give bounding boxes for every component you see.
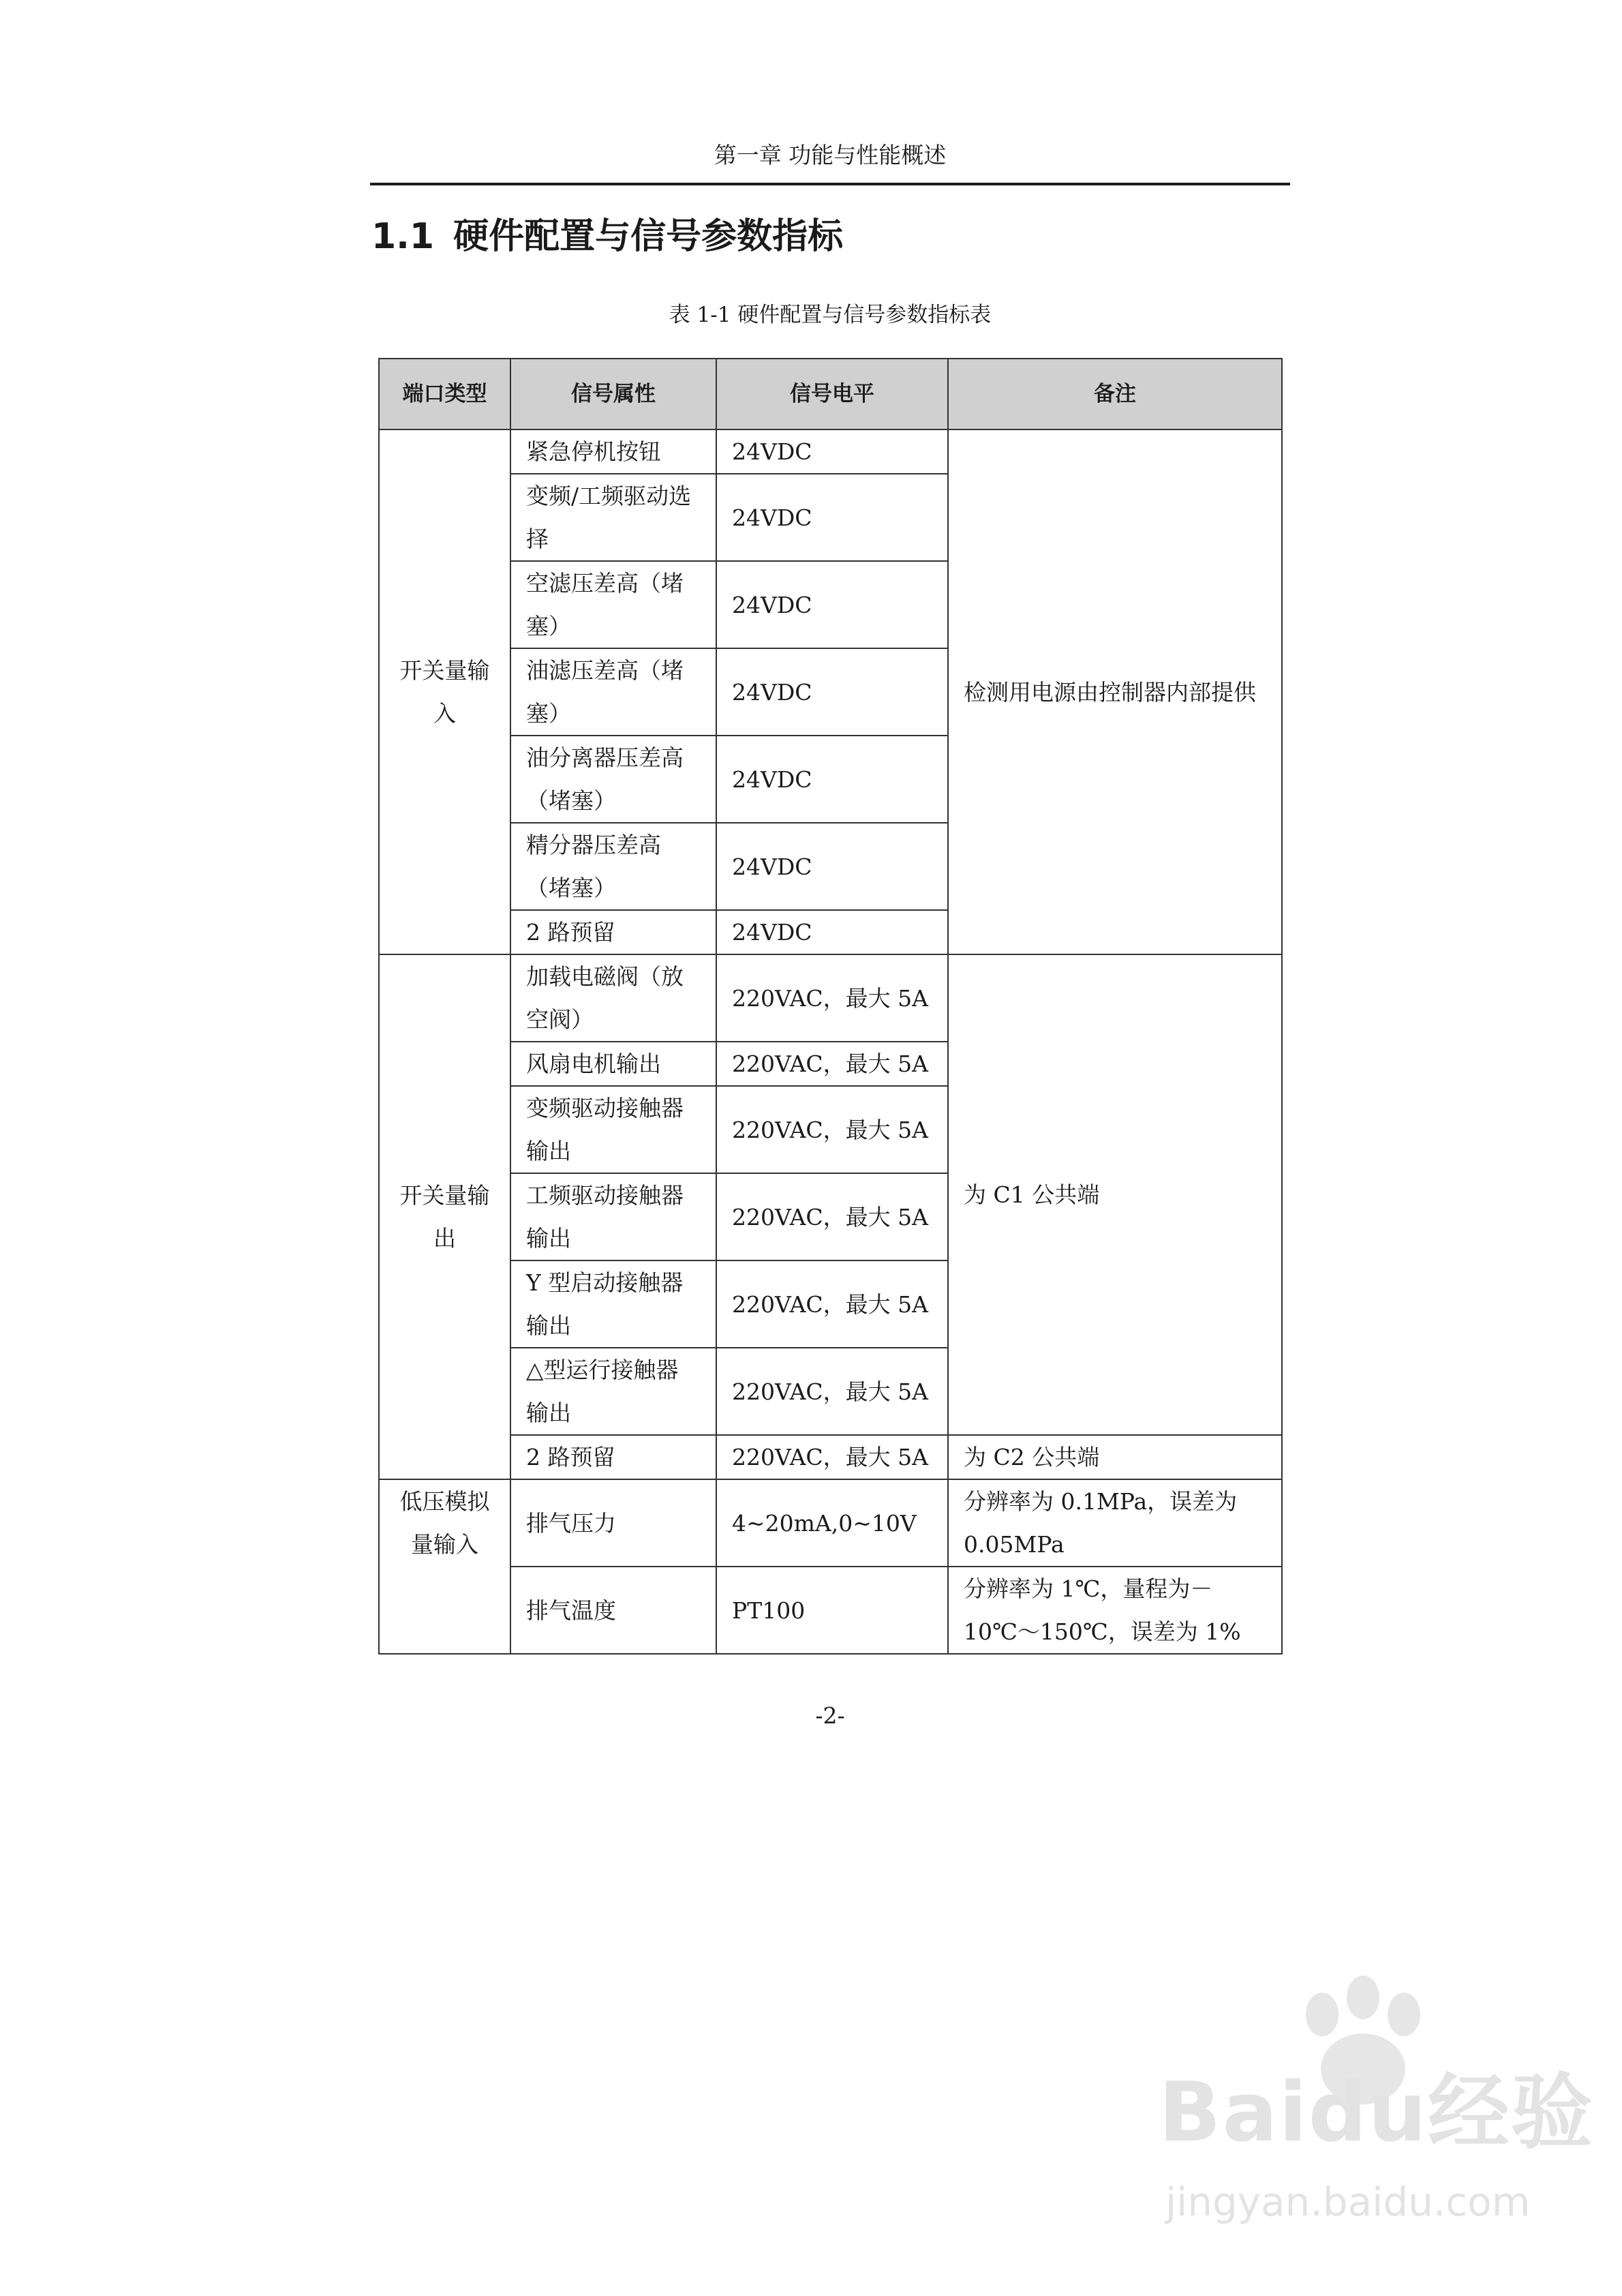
signal-attr-cell: Y 型启动接触器输出 <box>510 1260 716 1348</box>
signal-attr-cell: 加载电磁阀（放空阀） <box>510 954 716 1042</box>
header-remarks: 备注 <box>948 359 1282 429</box>
signal-attr-cell: 工频驱动接触器输出 <box>510 1173 716 1260</box>
remark-cell: 为 C2 公共端 <box>948 1435 1282 1479</box>
signal-level-cell: 24VDC <box>716 474 948 561</box>
table-row <box>379 1435 1282 1479</box>
header-rule <box>370 183 1290 185</box>
table-caption: 表 1-1 硬件配置与信号参数指标表 <box>669 303 992 327</box>
table-row <box>379 1567 1282 1654</box>
table-row <box>379 429 1282 474</box>
table-header-row <box>379 359 1282 429</box>
signal-attr-cell: △型运行接触器输出 <box>510 1348 716 1435</box>
header-signal-level: 信号电平 <box>716 359 948 429</box>
signal-attr-cell: 排气压力 <box>510 1479 716 1567</box>
signal-attr-cell: 空滤压差高（堵塞） <box>510 561 716 648</box>
signal-attr-cell: 2 路预留 <box>510 1435 716 1479</box>
signal-level-cell: 4~20mA,0~10V <box>716 1479 948 1567</box>
signal-level-cell: 24VDC <box>716 561 948 648</box>
signal-attr-cell: 油分离器压差高（堵塞） <box>510 736 716 823</box>
remark-cell: 为 C1 公共端 <box>948 954 1282 1435</box>
header-port-type: 端口类型 <box>379 359 510 429</box>
signal-attr-cell: 变频/工频驱动选择 <box>510 474 716 561</box>
port-type-cell: 开关量输出 <box>379 954 510 1479</box>
remark-cell: 检测用电源由控制器内部提供 <box>948 429 1282 954</box>
remark-cell: 分辨率为 0.1MPa，误差为0.05MPa <box>948 1479 1282 1567</box>
table-row <box>379 1479 1282 1567</box>
section-title <box>371 213 843 260</box>
signal-attr-cell: 精分器压差高（堵塞） <box>510 823 716 910</box>
signal-level-cell: 24VDC <box>716 736 948 823</box>
signal-level-cell: PT100 <box>716 1567 948 1654</box>
signal-level-cell: 24VDC <box>716 910 948 954</box>
signal-attr-cell: 油滤压差高（堵塞） <box>510 648 716 736</box>
section-title-text: 硬件配置与信号参数指标 <box>453 216 844 257</box>
signal-level-cell: 220VAC，最大 5A <box>716 1260 948 1348</box>
watermark-url: jingyan.baidu.com <box>1165 2179 1531 2225</box>
watermark-brand: Baidu经验 <box>1159 2066 1594 2160</box>
signal-level-cell: 220VAC，最大 5A <box>716 1348 948 1435</box>
signal-attr-cell: 2 路预留 <box>510 910 716 954</box>
signal-attr-cell: 排气温度 <box>510 1567 716 1654</box>
table-row <box>379 954 1282 1042</box>
signal-level-cell: 24VDC <box>716 823 948 910</box>
signal-level-cell: 220VAC，最大 5A <box>716 1086 948 1173</box>
signal-level-cell: 220VAC，最大 5A <box>716 1435 948 1479</box>
port-type-cell: 低压模拟量输入 <box>379 1479 510 1654</box>
signal-attr-cell: 风扇电机输出 <box>510 1042 716 1086</box>
signal-level-cell: 220VAC，最大 5A <box>716 1173 948 1260</box>
spec-table <box>378 358 1283 1655</box>
header-signal-attr: 信号属性 <box>510 359 716 429</box>
page-number: -2- <box>815 1702 845 1729</box>
section-number: 1.1 <box>371 216 435 257</box>
baidu-jingyan-watermark <box>1159 1974 1594 2246</box>
signal-level-cell: 24VDC <box>716 429 948 474</box>
port-type-cell: 开关量输入 <box>379 429 510 954</box>
running-header: 第一章 功能与性能概述 <box>714 142 947 168</box>
signal-attr-cell: 紧急停机按钮 <box>510 429 716 474</box>
remark-cell: 分辨率为 1℃，量程为－10℃～150℃，误差为 1% <box>948 1567 1282 1654</box>
signal-attr-cell: 变频驱动接触器输出 <box>510 1086 716 1173</box>
signal-level-cell: 220VAC，最大 5A <box>716 1042 948 1086</box>
signal-level-cell: 220VAC，最大 5A <box>716 954 948 1042</box>
signal-level-cell: 24VDC <box>716 648 948 736</box>
